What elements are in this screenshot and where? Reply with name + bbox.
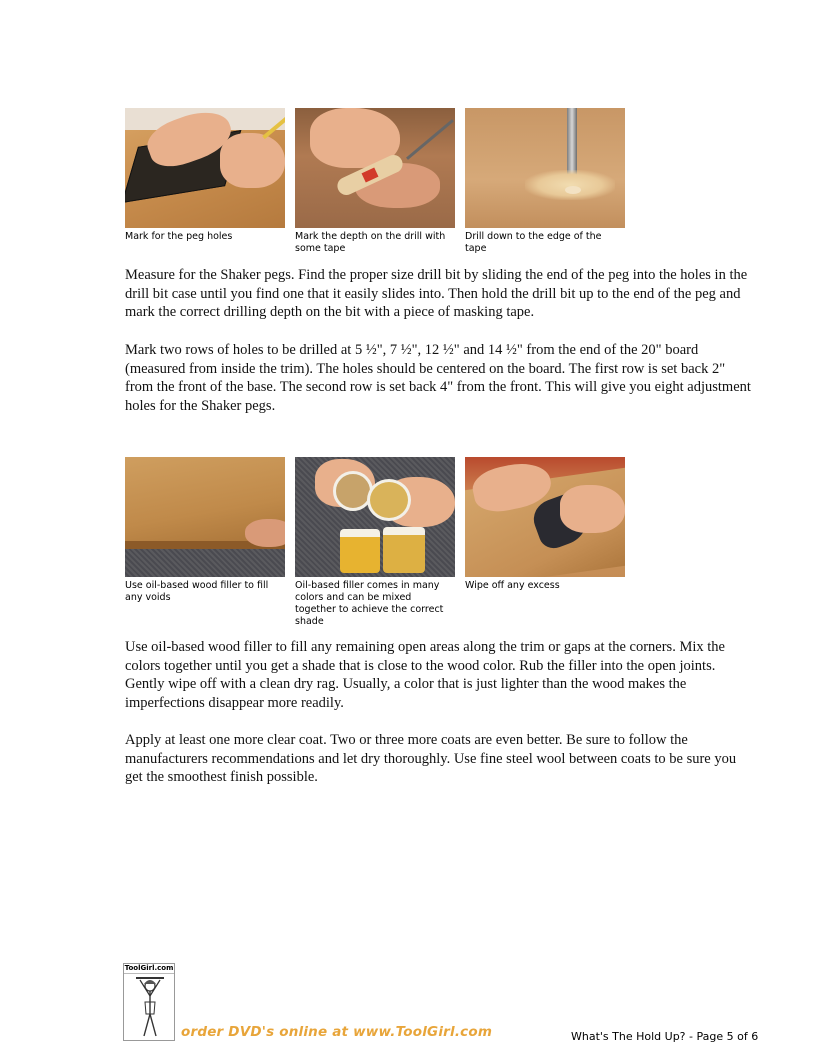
page-footer: What's The Hold Up? - Page 5 of 6 [571, 1030, 759, 1043]
paragraph-wood-filler: Use oil-based wood filler to fill any remaining open areas along the trim or gaps at the corners. Mix the colors together until you get a shade that is close to the wood color. Rub the filler into the open joints. Gently wipe off with a clean dry rag. Usually, a color that is just lighter than the wood makes the imperfections disappear more readily. [125, 639, 725, 711]
logo-text: ToolGirl.com [124, 964, 174, 972]
photo-caption: Use oil-based wood filler to fill any voids [125, 580, 269, 603]
paragraph-mark-holes: Mark two rows of holes to be drilled at 5 ½", 7 ½", 12 ½" and 14 ½" from the end of the 20" board (measured from inside the trim). The holes should be centered on the board. The first row is set back 2" from the front of the base. The second row is set back 4" from the front. This will give you eight adjustment holes for the Shaker pegs. [125, 342, 751, 414]
photo-caption: Mark the depth on the drill with some tape [295, 231, 446, 254]
order-dvd-link[interactable]: order DVD's online at www.ToolGirl.com [181, 1024, 493, 1040]
photo-caption: Drill down to the edge of the tape [465, 231, 602, 254]
toolgirl-figure-icon [124, 974, 174, 1040]
photo-image [295, 108, 455, 228]
paragraph-measure-pegs: Measure for the Shaker pegs. Find the proper size drill bit by sliding the end of the peg into the holes in the drill bit case until you find one that it easily slides into. Then hold the drill bit up to the end of the peg and mark the correct drilling depth on the bit with a piece of masking tape. [125, 267, 748, 320]
photo-wipe-excess [465, 457, 625, 628]
photo-filler-colors [295, 457, 455, 628]
photo-image [125, 457, 285, 577]
bottom-photo-row [125, 457, 625, 628]
paragraph-clear-coat: Apply at least one more clear coat. Two or three more coats are even better. Be sure to follow the manufacturers recommendations and let dry thoroughly. Use fine steel wool between coats to be sure you get the smoothest finish possible. [125, 732, 737, 785]
photo-mark-depth [295, 108, 455, 255]
photo-caption: Oil-based filler comes in many colors and can be mixed together to achieve the correct shade [295, 580, 444, 627]
photo-image [465, 457, 625, 577]
photo-mark-peg-holes [125, 108, 285, 255]
photo-drill-down [465, 108, 625, 255]
photo-caption: Wipe off any excess [465, 580, 560, 591]
photo-image [295, 457, 455, 577]
photo-image [465, 108, 625, 228]
photo-caption: Mark for the peg holes [125, 231, 233, 242]
top-photo-row [125, 108, 625, 255]
photo-image [125, 108, 285, 228]
toolgirl-logo [123, 963, 175, 1041]
photo-wood-filler [125, 457, 285, 628]
